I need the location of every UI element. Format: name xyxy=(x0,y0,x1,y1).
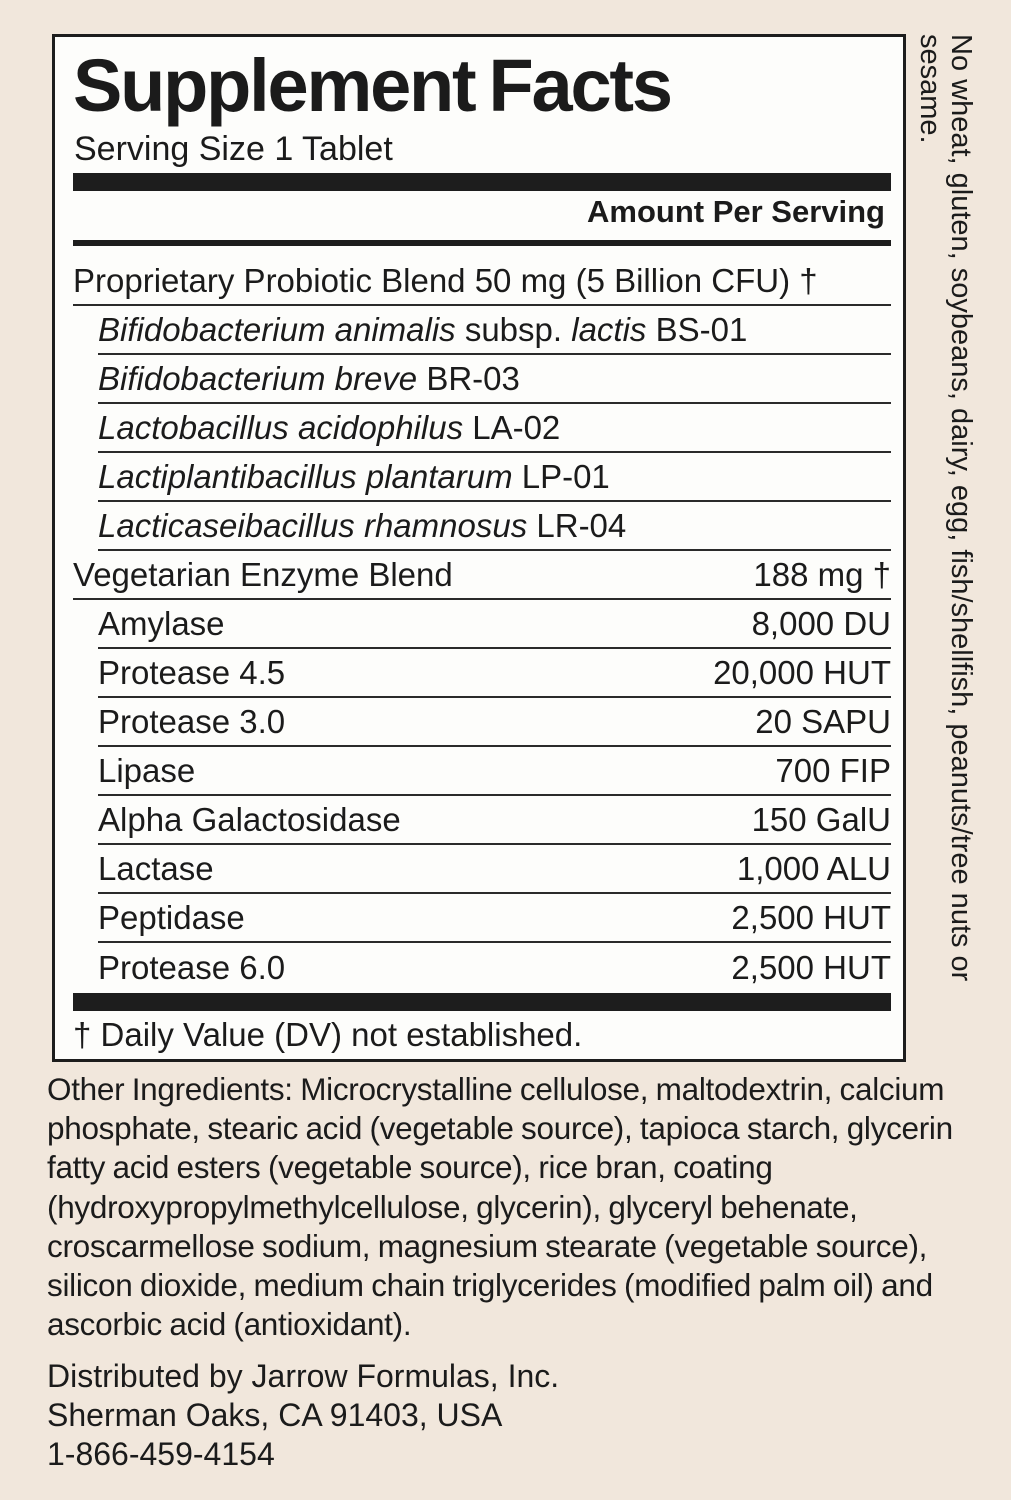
enzyme-name: Amylase xyxy=(98,604,225,642)
medium-divider xyxy=(73,240,891,246)
enzyme-amount: 150 GalU xyxy=(751,800,891,838)
enzyme-name: Peptidase xyxy=(98,898,245,936)
thick-divider-bottom xyxy=(73,993,891,1011)
strain-genus-species: Lactobacillus acidophilus xyxy=(98,408,464,446)
supplement-facts-panel xyxy=(52,34,906,1062)
title-word-supplement: Supplement xyxy=(73,44,475,127)
strain-subsp-label: subsp. xyxy=(455,310,572,348)
enzyme-name: Protease 6.0 xyxy=(98,948,286,986)
other-ingredients: Other Ingredients: Microcrystalline cellulose, maltodextrin, calcium phosphate, stearic acid (vegetable source), tapioca starch, glycerin fatty acid esters (vegetable source), rice bran, coating (hydroxypropylmethylcellulose, glycerin), glyceryl behenate, croscarmellose sodium, magnesium stearate (vegetable source), silicon dioxide, medium chain triglycerides (modified palm oil) and ascorbic acid (antioxidant). xyxy=(47,1071,953,1343)
strain-genus-species: Lacticaseibacillus rhamnosus xyxy=(98,506,528,544)
enzyme-amount: 700 FIP xyxy=(775,751,891,789)
enzyme-row xyxy=(98,649,891,698)
enzyme-row xyxy=(98,943,891,992)
enzyme-amount: 20 SAPU xyxy=(755,702,891,740)
strain-code: LR-04 xyxy=(527,506,627,544)
strain-name xyxy=(98,458,610,496)
strain-genus-species: Bifidobacterium breve xyxy=(98,359,418,397)
strain-row xyxy=(98,453,891,502)
strain-code: LA-02 xyxy=(463,408,561,446)
serving-size: Serving Size 1 Tablet xyxy=(74,130,393,168)
enzyme-name: Protease 3.0 xyxy=(98,702,286,740)
enzyme-amount: 20,000 HUT xyxy=(713,653,891,691)
strain-code: LP-01 xyxy=(512,457,610,495)
title-word-facts: Facts xyxy=(488,44,671,127)
distributor-phone: 1-866-459-4154 xyxy=(47,1436,275,1472)
strain-row xyxy=(98,355,891,404)
strain-code: BR-03 xyxy=(417,359,520,397)
enzyme-amount: 2,500 HUT xyxy=(731,898,891,936)
enzyme-amount: 2,500 HUT xyxy=(731,948,891,986)
strain-row xyxy=(98,502,891,551)
panel-title xyxy=(73,44,671,127)
enzyme-row xyxy=(98,747,891,796)
distributor-info xyxy=(47,1357,559,1474)
strain-row xyxy=(98,404,891,453)
enzyme-row xyxy=(98,845,891,894)
probiotic-blend-row xyxy=(73,257,891,306)
thick-divider-top xyxy=(73,173,891,191)
nutrient-rows xyxy=(73,257,891,992)
enzyme-blend-label: Vegetarian Enzyme Blend xyxy=(73,555,453,593)
enzyme-blend-amount: 188 mg † xyxy=(753,555,891,593)
strain-name xyxy=(98,360,520,398)
enzyme-amount: 1,000 ALU xyxy=(736,849,891,887)
strain-name xyxy=(98,311,747,349)
strain-row xyxy=(98,306,891,355)
allergen-text: No wheat, gluten, soybeans, dairy, egg, fish/shellfish, peanuts/tree nuts or sesame. xyxy=(914,34,977,982)
enzyme-name: Lactase xyxy=(98,849,214,887)
strain-genus-species: Bifidobacterium animalis xyxy=(98,310,456,348)
strain-name xyxy=(98,507,626,545)
strain-genus-species: Lactiplantibacillus plantarum xyxy=(98,457,513,495)
enzyme-name: Alpha Galactosidase xyxy=(98,800,401,838)
enzyme-name: Protease 4.5 xyxy=(98,653,286,691)
enzyme-amount: 8,000 DU xyxy=(751,604,891,642)
amount-per-serving-header: Amount Per Serving xyxy=(587,194,885,229)
strain-code: BS-01 xyxy=(646,310,748,348)
enzyme-row xyxy=(98,796,891,845)
enzyme-blend-row xyxy=(73,551,891,600)
probiotic-blend-label: Proprietary Probiotic Blend 50 mg (5 Billion CFU) † xyxy=(73,261,818,299)
enzyme-row xyxy=(98,698,891,747)
dv-footnote: † Daily Value (DV) not established. xyxy=(73,1016,583,1053)
enzyme-name: Lipase xyxy=(98,751,196,789)
strain-subspecies: lactis xyxy=(571,310,647,348)
strain-name xyxy=(98,409,560,447)
allergen-statement xyxy=(910,34,976,994)
distributor-address: Sherman Oaks, CA 91403, USA xyxy=(47,1397,503,1433)
enzyme-row xyxy=(98,600,891,649)
enzyme-row xyxy=(98,894,891,943)
distributor-name: Distributed by Jarrow Formulas, Inc. xyxy=(47,1358,560,1394)
